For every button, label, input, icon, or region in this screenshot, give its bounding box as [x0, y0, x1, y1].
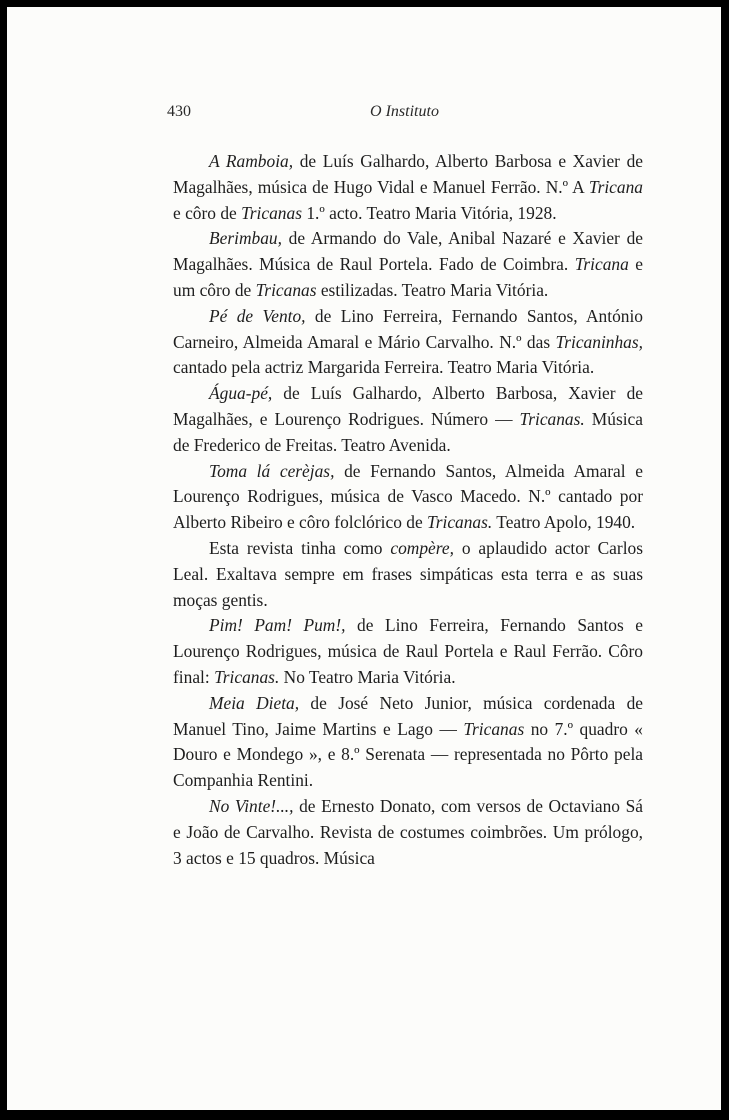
entry-text: e um côro de — [173, 254, 643, 300]
entry-text: de Fernando Santos, Almeida Amaral e Lourenço Rodrigues, música de Vasco Macedo. N.º cantado por Alberto Ribeiro e côro folclórico de — [173, 460, 643, 533]
italic-title: Berimbau, — [209, 228, 282, 249]
entry-text: cantado pela actriz Margarida Ferreira. Teatro Maria Vitória. — [173, 357, 595, 378]
running-head — [167, 103, 642, 127]
italic-title: Meia Dieta, — [209, 692, 300, 713]
book-page — [7, 7, 721, 1110]
entry-paragraph — [173, 381, 643, 458]
italic-title: Tricanas — [255, 279, 317, 300]
italic-title: Tricanas — [241, 202, 302, 223]
italic-title: Tricaninhas, — [555, 331, 643, 352]
entry-text: estilizadas. Teatro Maria Vitória. — [316, 279, 549, 300]
italic-title: A Ramboia, — [209, 151, 294, 171]
entry-text: de Armando do Vale, Anibal Nazaré e Xavier de Magalhães. Música de Raul Portela. Fado de Coimbra. — [173, 228, 643, 275]
entry-paragraph — [173, 691, 643, 794]
entry-text: de José Neto Junior, música cordenada de Manuel Tino, Jaime Martins e Lago — — [173, 692, 643, 739]
italic-title: Toma lá cerèjas, — [209, 460, 335, 481]
italic-title: Tricanas. — [214, 666, 280, 687]
entry-text: no 7.º quadro « Douro e Mondego », e 8.º Serenata — representada no Pôrto pela Companhia Rentini. — [173, 718, 643, 791]
entry-text: Teatro Apolo, 1940. — [492, 512, 636, 533]
entry-text: Esta revista tinha como — [209, 537, 391, 558]
entry-paragraph — [173, 459, 643, 536]
entry-text: Música de Frederico de Freitas. Teatro Avenida. — [173, 408, 643, 455]
italic-title: Tricana — [588, 176, 643, 197]
entry-paragraph — [173, 613, 643, 690]
entry-paragraph — [173, 226, 643, 303]
entry-text: 1.º acto. Teatro Maria Vitória, 1928. — [301, 202, 557, 223]
journal-title: O Instituto — [370, 103, 439, 120]
entry-paragraph — [173, 794, 643, 871]
entry-text: No Teatro Maria Vitória. — [279, 666, 456, 687]
entry-text: o aplaudido actor Carlos Leal. Exaltava sempre em frases simpáticas esta terra e as suas moças gentis. — [173, 537, 643, 610]
italic-title: Água-pé, — [209, 383, 273, 404]
italic-title: Tricanas. — [427, 512, 493, 533]
italic-title: No Vinte!..., — [209, 795, 294, 816]
italic-title: Tricanas — [463, 718, 525, 739]
italic-title: Pim! Pam! Pum!, — [209, 615, 346, 636]
entry-text: de Luís Galhardo, Alberto Barbosa, Xavier de Magalhães, e Lourenço Rodrigues. Número — — [173, 383, 643, 429]
entry-text: de Lino Ferreira, Fernando Santos e Lourenço Rodrigues, música de Raul Portela e Raul Ferrão. Côro final: — [173, 615, 643, 687]
italic-title: compère, — [390, 537, 454, 558]
entry-paragraph — [173, 304, 643, 381]
entry-text: e côro de — [173, 202, 242, 223]
body-text — [173, 149, 643, 871]
entry-paragraph — [173, 149, 643, 226]
italic-title: Pé de Vento, — [209, 305, 306, 326]
italic-title: Tricana — [574, 254, 629, 275]
entry-paragraph — [173, 536, 643, 613]
page-number: 430 — [167, 103, 191, 120]
italic-title: Tricanas. — [519, 408, 585, 429]
entry-text: de Luís Galhardo, Alberto Barbosa e Xavier de Magalhães, música de Hugo Vidal e Manuel Ferrão. N.º A — [173, 151, 643, 197]
entry-text: de Lino Ferreira, Fernando Santos, António Carneiro, Almeida Amaral e Mário Carvalho. N.º das — [173, 305, 643, 352]
entry-text: de Ernesto Donato, com versos de Octaviano Sá e João de Carvalho. Revista de costumes coimbrões. Um prólogo, 3 actos e 15 quadros. Música — [173, 795, 643, 868]
